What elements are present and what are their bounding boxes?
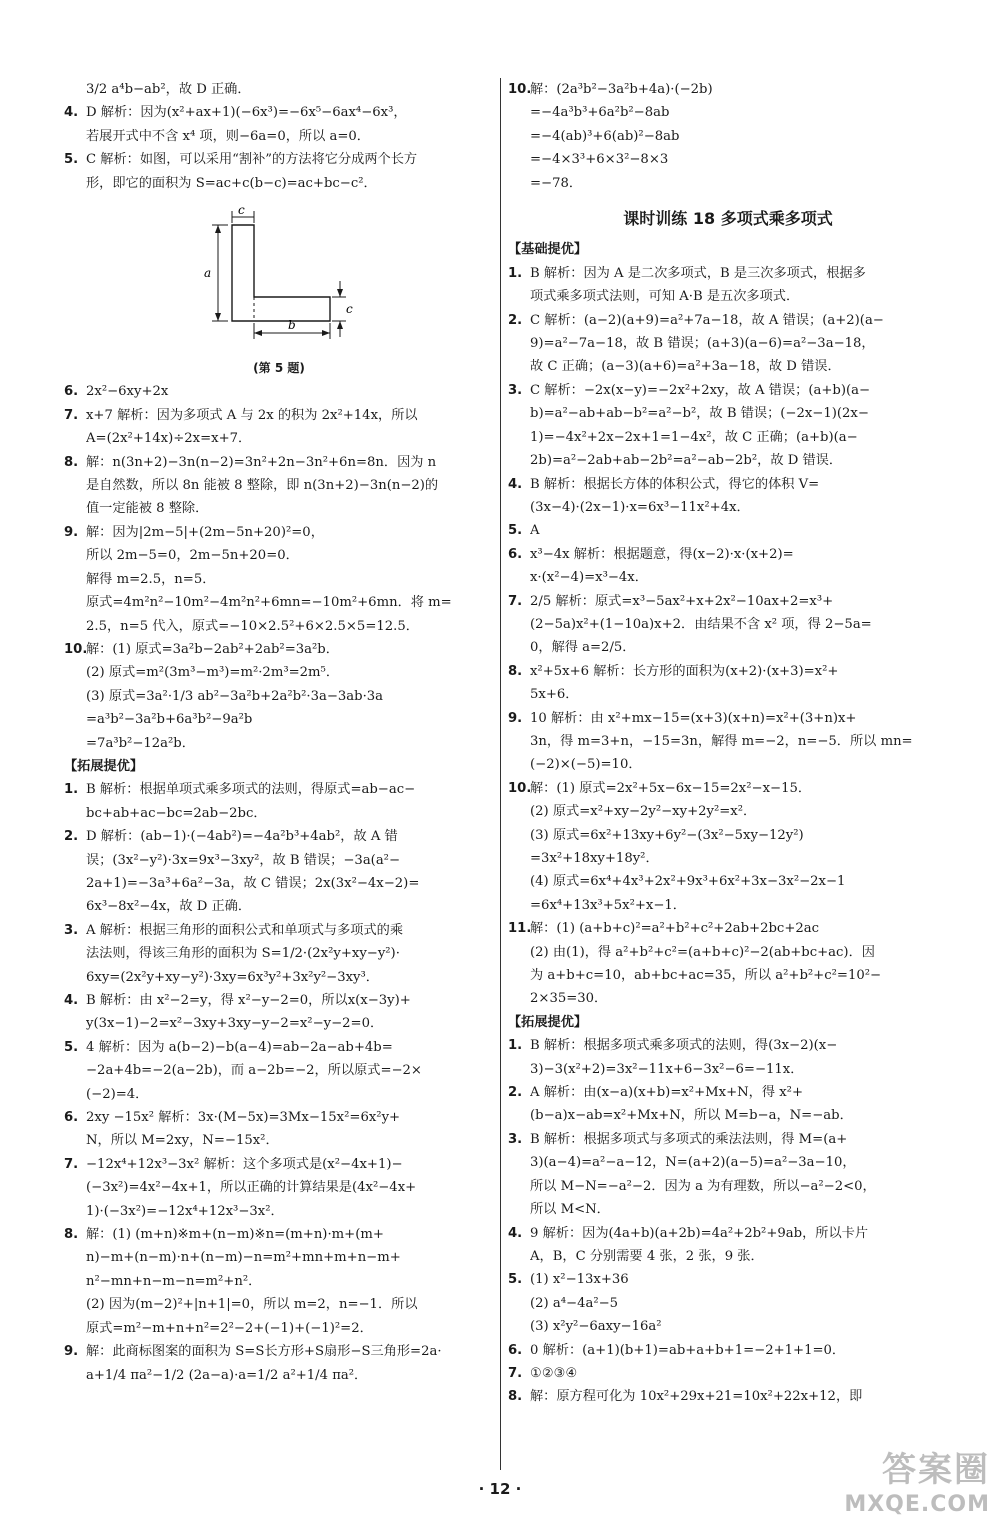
answer-line: =−4a³b³+6a²b²−8ab bbox=[530, 105, 670, 121]
answer-item bbox=[508, 309, 948, 379]
answer-line: 解：(1) 原式=2x²+5x−6x−15=2x²−x−15． bbox=[530, 780, 812, 796]
answer-line: 10 解析：由 x²+mx−15=(x+3)(x+n)=x²+(3+n)x+ bbox=[530, 710, 857, 726]
answer-line: A，B，C 分别需要 4 张，2 张，9 张． bbox=[530, 1248, 764, 1264]
right-column bbox=[508, 78, 948, 1409]
answer-line: 解：(2a³b²−3a²b+4a)·(−2b) bbox=[530, 82, 713, 97]
answer-line: 解：n(3n+2)−3n(n−2)=3n²+2n−3n²+6n=8n．因为 n bbox=[86, 454, 437, 470]
answer-line: =a³b²−3a²b+6a³b²−9a²b bbox=[86, 712, 253, 728]
answer-text bbox=[530, 707, 948, 777]
answer-number: 4. bbox=[508, 1225, 523, 1241]
answer-number: 5. bbox=[64, 1039, 79, 1055]
answer-line: 法法则，得该三角形的面积为 S=1/2·(2x²y+xy−y²)· bbox=[86, 946, 400, 962]
answer-number: 11. bbox=[508, 921, 532, 937]
answer-line: 2x²−6xy+2x bbox=[86, 384, 169, 400]
answer-line: 项式乘多项式法则，可知 A·B 是五次多项式． bbox=[530, 289, 800, 305]
answer-line: 3n，得 m=3+n，−15=3n，解得 m=−2，n=−5．所以 mn= bbox=[530, 733, 913, 749]
answer-line: (2) 原式=m²(3m³−m³)=m²·2m³=2m⁵． bbox=[86, 665, 340, 681]
answer-number: 5. bbox=[508, 523, 523, 539]
answer-number: 1. bbox=[508, 265, 523, 281]
answer-line: (2−5a)x²+(1−10a)x+2．由结果不含 x² 项，得 2−5a= bbox=[530, 616, 872, 632]
answer-line: B 解析：根据多项式乘多项式的法则，得(3x−2)(x− bbox=[530, 1038, 838, 1054]
answer-line: 形，即它的面积为 S=ac+c(b−c)=ac+bc−c²． bbox=[86, 175, 377, 191]
answer-line: 2a+1)=−3a³+6a²−3a，故 C 错误；2x(3x²−4x−2)= bbox=[86, 875, 420, 891]
answer-number: 5. bbox=[508, 1272, 523, 1288]
answer-text bbox=[530, 917, 948, 1011]
answer-item bbox=[508, 1128, 948, 1222]
answer-number: 4. bbox=[64, 993, 79, 1008]
answer-line: 3)(a−4)=a²−a−12，N=(a+2)(a−5)=a²−3a−10， bbox=[530, 1155, 856, 1171]
answer-number: 9. bbox=[64, 524, 79, 540]
answer-text bbox=[86, 380, 494, 403]
answer-line: 值一定能被 8 整除． bbox=[86, 501, 209, 517]
answer-line: (2) 原式=x²+xy−2y²−xy+2y²=x²． bbox=[530, 804, 757, 820]
answer-text bbox=[86, 778, 494, 825]
answer-line: D 解析：(ab−1)·(−4ab²)=−4a²b³+4ab²，故 A 错 bbox=[86, 829, 398, 845]
answer-number: 8. bbox=[508, 663, 523, 679]
answer-line: B 解析：因为 A 是二次多项式，B 是三次多项式，根据多 bbox=[530, 265, 866, 281]
watermark-text: 答案圈 bbox=[882, 1450, 990, 1490]
answer-line: B 解析：根据多项式与多项式的乘法法则，得 M=(a+ bbox=[530, 1131, 848, 1147]
answer-item bbox=[64, 148, 494, 195]
answer-item bbox=[508, 1339, 948, 1362]
answer-text bbox=[530, 262, 948, 309]
answer-line: =−4×3³+6×3²−8×3 bbox=[530, 152, 669, 168]
answer-number: 2. bbox=[508, 312, 523, 328]
answer-item bbox=[64, 1340, 494, 1387]
answer-item bbox=[64, 1153, 494, 1223]
answer-list bbox=[508, 262, 948, 1011]
answer-item bbox=[508, 1385, 948, 1408]
answer-line: 2b)=a²−2ab+ab−2b²=a²−ab−2b²，故 D 错误． bbox=[530, 453, 843, 469]
answer-line: 若展开式中不含 x⁴ 项，则−6a=0，所以 a=0． bbox=[86, 128, 370, 144]
answer-line: (3) 原式=3a²·1/3 ab²−3a²b+2a²b²·3a−3ab·3a bbox=[86, 688, 384, 704]
answer-item bbox=[64, 404, 494, 451]
answer-line: C 解析：−2x(x−y)=−2x²+2xy，故 A 错误；(a+b)(a− bbox=[530, 382, 871, 398]
answer-item bbox=[64, 380, 494, 403]
answer-number: 1. bbox=[508, 1038, 523, 1054]
answer-line: ①②③④ bbox=[530, 1365, 578, 1381]
answer-line: 所以 M<N． bbox=[530, 1202, 610, 1218]
answer-text bbox=[86, 1106, 494, 1153]
answer-item bbox=[508, 543, 948, 590]
answer-number: 4. bbox=[508, 476, 523, 492]
answer-line: (−2)×(−5)=10． bbox=[530, 757, 642, 773]
answer-line: 0 解析：(a+1)(b+1)=ab+a+b+1=−2+1+1=0． bbox=[530, 1342, 846, 1358]
answer-line: a+1/4 πa²−1/2 (2a−a)·a=1/2 a²+1/4 πa²． bbox=[86, 1367, 368, 1383]
answer-line: 1)·(−3x²)=−12x⁴+12x³−3x²． bbox=[86, 1203, 284, 1219]
answer-line: 解：因为|2m−5|+(2m−5n+20)²=0， bbox=[86, 524, 324, 540]
answer-line: 9)=a²−7a−18，故 B 错误；(a+3)(a−6)=a²−3a−18， bbox=[530, 336, 875, 352]
answer-text bbox=[530, 1268, 948, 1338]
answer-line: 解得 m=2.5，n=5． bbox=[86, 571, 216, 587]
answer-line: =−4(ab)³+6(ab)²−8ab bbox=[530, 128, 680, 144]
answer-item bbox=[64, 1106, 494, 1153]
answer-text bbox=[530, 1222, 948, 1269]
answer-item bbox=[64, 989, 494, 1036]
answer-line: 2xy −15x² 解析：3x·(M−5x)=3Mx−15x²=6x²y+ bbox=[86, 1110, 401, 1126]
answer-text bbox=[530, 660, 948, 707]
answer-line: 3)−3(x²+2)=3x²−11x+6−3x²−6=−11x． bbox=[530, 1061, 804, 1077]
answer-line: A=(2x²+14x)÷2x=x+7． bbox=[86, 431, 252, 447]
answer-number: 7. bbox=[508, 1365, 523, 1381]
answer-number: 7. bbox=[64, 407, 79, 423]
answer-line: x²+5x+6 解析：长方形的面积为(x+2)·(x+3)=x²+ bbox=[530, 663, 839, 679]
answer-text bbox=[530, 519, 948, 542]
answer-text bbox=[530, 1385, 948, 1408]
answer-line: (b−a)x−ab=x²+Mx+N，所以 M=b−a，N=−ab． bbox=[530, 1108, 853, 1124]
answer-line: 6x³−8x²−4x，故 D 正确． bbox=[86, 899, 252, 915]
answer-number: 3. bbox=[508, 1131, 523, 1147]
answer-item bbox=[508, 1034, 948, 1081]
answer-list bbox=[64, 380, 494, 755]
answer-line: A bbox=[530, 523, 540, 539]
answer-number: 10. bbox=[64, 641, 88, 657]
answer-text bbox=[530, 777, 948, 917]
answer-text bbox=[530, 1339, 948, 1362]
answer-list bbox=[508, 1034, 948, 1409]
answer-line: B 解析：根据单项式乘多项式的法则，得原式=ab−ac− bbox=[86, 782, 416, 798]
answer-number: 9. bbox=[64, 1344, 79, 1360]
answer-line: (3) x²y²−6axy−16a² bbox=[530, 1319, 662, 1335]
answer-text bbox=[86, 919, 494, 989]
answer-item bbox=[64, 101, 494, 148]
lesson-title: 课时训练 18 多项式乘多项式 bbox=[623, 209, 833, 229]
answer-line: (4) 原式=6x⁴+4x³+2x²+9x³+6x²+3x−3x²−2x−1 bbox=[530, 874, 846, 890]
answer-line: =−78． bbox=[530, 175, 583, 191]
answer-item bbox=[508, 707, 948, 777]
answer-text bbox=[86, 1036, 494, 1106]
answer-item bbox=[508, 1081, 948, 1128]
answer-text bbox=[86, 148, 494, 195]
answer-number: 5. bbox=[64, 152, 79, 168]
figure-caption: (第 5 题) bbox=[253, 361, 305, 376]
answer-number: 6. bbox=[64, 384, 79, 400]
answer-line: 2.5，n=5 代入，原式=−10×2.5²+6×2.5×5=12.5． bbox=[86, 618, 419, 634]
answer-text bbox=[86, 404, 494, 451]
answer-number: 8. bbox=[64, 454, 79, 470]
answer-line: −2a+4b=−2(a−2b)，而 a−2b=−2，所以原式=−2× bbox=[86, 1063, 422, 1079]
answer-line: (2) 因为(m−2)²+|n+1|=0，所以 m=2，n=−1．所以 bbox=[86, 1297, 418, 1313]
answer-text bbox=[530, 1128, 948, 1222]
section-heading-extension: 【拓展提优】 bbox=[508, 1014, 588, 1030]
label-b: b bbox=[288, 318, 296, 333]
answer-text bbox=[530, 590, 948, 660]
answer-line: A 解析：根据三角形的面积公式和单项式与多项式的乘 bbox=[86, 922, 404, 938]
answer-line: (−2)=4． bbox=[86, 1086, 149, 1102]
answer-list bbox=[64, 101, 494, 195]
answer-line: (3) 原式=6x²+13xy+6y²−(3x²−5xy−12y²) bbox=[530, 827, 804, 843]
answer-list bbox=[64, 778, 494, 1387]
answer-line: bc+ab+ac−bc=2ab−2bc． bbox=[86, 805, 267, 821]
answer-line: 1)=−4x²+2x−2x+1=1−4x²，故 C 正确；(a+b)(a− bbox=[530, 429, 858, 445]
answer-item bbox=[508, 379, 948, 473]
answer-line: b)=a²−ab+ab−b²=a²−b²，故 B 错误；(−2x−1)(2x− bbox=[530, 406, 869, 422]
answer-text bbox=[530, 1081, 948, 1128]
answer-line: 解：(1) (a+b+c)²=a²+b²+c²+2ab+2bc+2ac bbox=[530, 921, 820, 937]
answer-item bbox=[64, 1036, 494, 1106]
answer-number: 6. bbox=[508, 546, 523, 562]
answer-line: 3/2 a⁴b−ab²，故 D 正确． bbox=[86, 82, 251, 97]
answer-list bbox=[508, 78, 948, 195]
answer-line: C 解析：如图，可以采用“割补”的方法将它分成两个长方 bbox=[86, 152, 418, 168]
answer-item bbox=[508, 777, 948, 917]
answer-text bbox=[530, 379, 948, 473]
answer-item bbox=[508, 519, 948, 542]
answer-number: 8. bbox=[508, 1389, 523, 1405]
answer-text bbox=[86, 989, 494, 1036]
answer-line: x+7 解析：因为多项式 A 与 2x 的积为 2x²+14x，所以 bbox=[86, 407, 418, 423]
answer-number: 8. bbox=[64, 1227, 79, 1243]
answer-item bbox=[64, 451, 494, 521]
answer-line: 是自然数，所以 8n 能被 8 整除，即 n(3n+2)−3n(n−2)的 bbox=[86, 478, 439, 494]
answer-line: =6x⁴+13x³+5x²+x−1． bbox=[530, 897, 686, 913]
answer-number: 1. bbox=[64, 782, 79, 798]
label-c-right: c bbox=[346, 302, 353, 317]
answer-line: 2×35=30． bbox=[530, 991, 608, 1007]
answer-item bbox=[508, 78, 948, 195]
page-number: · 12 · bbox=[478, 1480, 522, 1498]
answer-line: (1) x²−13x+36 bbox=[530, 1272, 629, 1288]
answer-number: 6. bbox=[64, 1110, 79, 1126]
answer-item bbox=[508, 262, 948, 309]
answer-item bbox=[508, 473, 948, 520]
answer-number: 6. bbox=[508, 1342, 523, 1358]
answer-line: 解：此商标图案的面积为 S=S长方形+S扇形−S三角形=2a· bbox=[86, 1344, 442, 1360]
answer-text bbox=[86, 521, 494, 638]
answer-number: 3. bbox=[64, 922, 79, 938]
answer-number: 3. bbox=[508, 382, 523, 398]
answer-item bbox=[64, 919, 494, 989]
answer-line: B 解析：由 x²−2=y，得 x²−y−2=0，所以x(x−3y)+ bbox=[86, 993, 411, 1008]
answer-number: 10. bbox=[508, 780, 532, 796]
answer-line: −12x⁴+12x³−3x² 解析：这个多项式是(x²−4x+1)− bbox=[86, 1156, 403, 1172]
column-divider bbox=[500, 78, 501, 1470]
answer-text bbox=[530, 1362, 948, 1385]
answer-line: 误；(3x²−y²)·3x=9x³−3xy²，故 B 错误；−3a(a²− bbox=[86, 852, 401, 868]
answer-line: 2/5 解析：原式=x³−5ax²+x+2x²−10ax+2=x³+ bbox=[530, 593, 834, 609]
answer-number: 9. bbox=[508, 710, 523, 726]
answer-text bbox=[86, 1153, 494, 1223]
answer-line: 解：(1) 原式=3a²b−2ab²+2ab²=3a²b． bbox=[86, 641, 339, 657]
answer-number: 10. bbox=[508, 82, 532, 97]
l-shape-diagram bbox=[204, 203, 364, 353]
left-column bbox=[64, 78, 494, 1387]
answer-item bbox=[64, 825, 494, 919]
answer-number: 7. bbox=[508, 593, 523, 609]
answer-text bbox=[530, 78, 948, 195]
answer-item bbox=[508, 1268, 948, 1338]
answer-line: 解：原方程可化为 10x²+29x+21=10x²+22x+12，即 bbox=[530, 1389, 863, 1405]
answer-line: 所以 2m−5=0，2m−5n+20=0． bbox=[86, 548, 299, 564]
answer-line: 0，解得 a=2/5． bbox=[530, 640, 636, 656]
answer-number: 2. bbox=[64, 829, 79, 845]
section-heading-extension: 【拓展提优】 bbox=[64, 758, 144, 774]
answer-item bbox=[508, 917, 948, 1011]
answer-line: 解：(1) (m+n)※m+(n−m)※n=(m+n)·m+(m+ bbox=[86, 1227, 384, 1243]
answer-line: B 解析：根据长方体的体积公式，得它的体积 V= bbox=[530, 476, 820, 492]
answer-line: C 解析：(a−2)(a+9)=a²+7a−18，故 A 错误；(a+2)(a− bbox=[530, 312, 884, 328]
answer-line: x³−4x 解析：根据题意，得(x−2)·x·(x+2)= bbox=[530, 546, 794, 562]
answer-line: 为 a+b+c=10，ab+bc+ac=35，所以 a²+b²+c²=10²− bbox=[530, 968, 882, 984]
answer-item bbox=[508, 1222, 948, 1269]
label-c-top: c bbox=[238, 203, 245, 218]
answer-text bbox=[530, 543, 948, 590]
answer-item bbox=[508, 660, 948, 707]
answer-text bbox=[530, 473, 948, 520]
answer-line: 原式=m²−m+n+n²=2²−2+(−1)+(−1)²=2． bbox=[86, 1320, 373, 1336]
answer-line: =3x²+18xy+18y²． bbox=[530, 851, 659, 866]
answer-text bbox=[86, 638, 494, 755]
answer-line: n)−m+(n−m)·n+(n−m)−n=m²+mn+m+n−m+ bbox=[86, 1250, 401, 1266]
watermark-url: MXQE.COM bbox=[844, 1492, 990, 1517]
answer-item bbox=[64, 1223, 494, 1340]
answer-text bbox=[86, 825, 494, 919]
answer-line: n²−mn+n−m−n=m²+n²． bbox=[86, 1273, 262, 1289]
answer-number: 2. bbox=[508, 1085, 523, 1101]
answer-line: 所以 M−N=−a²−2．因为 a 为有理数，所以−a²−2<0， bbox=[530, 1178, 876, 1194]
answer-item bbox=[508, 590, 948, 660]
answer-line: (2) 由(1)，得 a²+b²+c²=(a+b+c)²−2(ab+bc+ac)．因 bbox=[530, 944, 875, 960]
answer-line: y(3x−1)−2=x²−3xy+3xy−y−2=x²−y−2=0． bbox=[86, 1016, 384, 1032]
answer-item bbox=[64, 638, 494, 755]
figure-5 bbox=[64, 203, 494, 353]
answer-text bbox=[86, 451, 494, 521]
answer-text bbox=[86, 1223, 494, 1340]
l-shape-outline bbox=[232, 225, 330, 321]
answer-text bbox=[86, 1340, 494, 1387]
answer-line: =7a³b²−12a²b． bbox=[86, 735, 195, 751]
answer-line: N，所以 M=2xy，N=−15x²． bbox=[86, 1133, 279, 1149]
answer-line: 9 解析：因为(4a+b)(a+2b)=4a²+2b²+9ab，所以卡片 bbox=[530, 1225, 869, 1241]
answer-text bbox=[530, 309, 948, 379]
answer-item bbox=[508, 1362, 948, 1385]
answer-line: 4 解析：因为 a(b−2)−b(a−4)=ab−2a−ab+4b= bbox=[86, 1039, 393, 1055]
answer-text bbox=[530, 1034, 948, 1081]
answer-line: 故 C 正确；(a−3)(a+6)=a²+3a−18，故 D 错误． bbox=[530, 359, 841, 375]
answer-line: D 解析：因为(x²+ax+1)(−6x³)=−6x⁵−6ax⁴−6x³， bbox=[86, 105, 407, 121]
answer-line: 5x+6． bbox=[530, 687, 579, 703]
answer-line: (−3x²)=4x²−4x+1，所以正确的计算结果是(4x²−4x+ bbox=[86, 1180, 417, 1196]
answer-line: 6xy=(2x²y+xy−y²)·3xy=6x³y²+3x²y²−3xy³． bbox=[86, 969, 379, 985]
answer-item bbox=[64, 521, 494, 638]
answer-text bbox=[86, 101, 494, 148]
answer-item bbox=[64, 778, 494, 825]
answer-line: x·(x²−4)=x³−4x． bbox=[530, 570, 648, 586]
answer-line: (3x−4)·(2x−1)·x=6x³−11x²+4x． bbox=[530, 499, 750, 515]
answer-line: 原式=4m²n²−10m²−4m²n²+6mn=−10m²+6mn．将 m= bbox=[86, 595, 452, 611]
watermark-logo bbox=[800, 1448, 990, 1526]
label-a: a bbox=[204, 266, 212, 281]
answer-number: 4. bbox=[64, 105, 79, 121]
answer-line: (2) a⁴−4a²−5 bbox=[530, 1295, 619, 1311]
answer-line: A 解析：由(x−a)(x+b)=x²+Mx+N，得 x²+ bbox=[530, 1085, 804, 1101]
answer-number: 7. bbox=[64, 1156, 79, 1172]
section-heading-basic: 【基础提优】 bbox=[508, 242, 588, 258]
